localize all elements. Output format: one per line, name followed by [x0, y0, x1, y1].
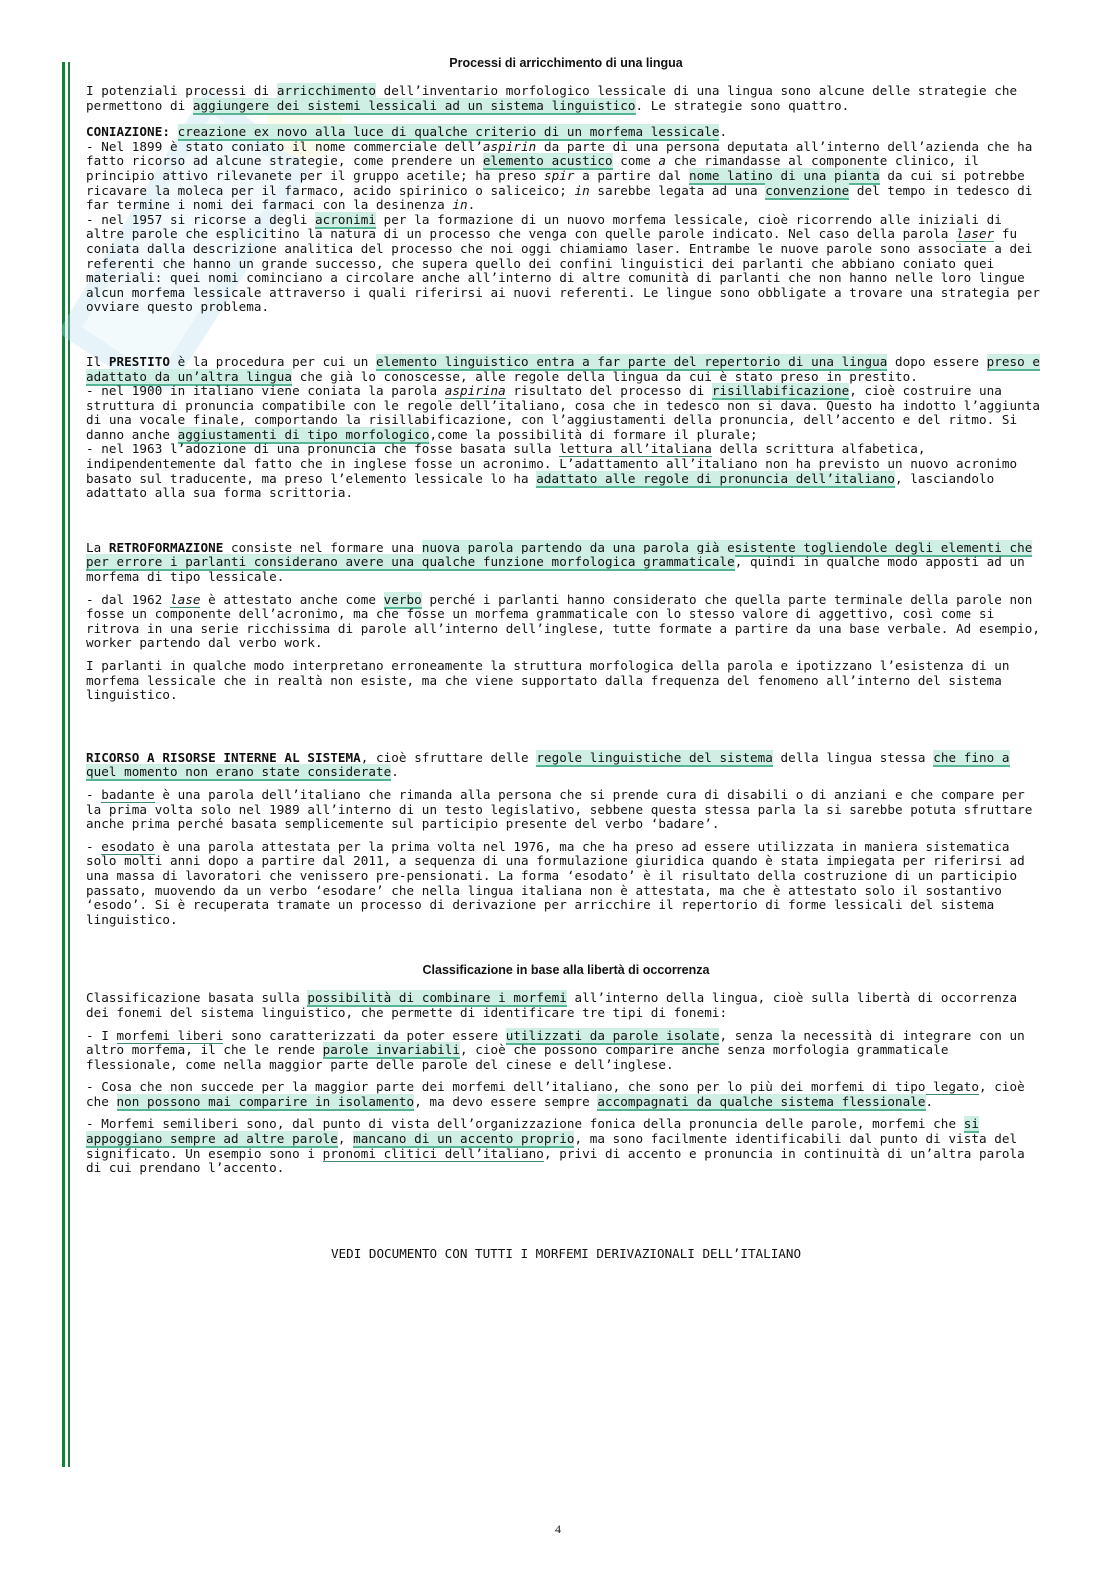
highlight: convenzione: [765, 182, 850, 198]
highlight: non possono mai comparire in isolamento: [116, 1093, 415, 1109]
paragraph-lase: - dal 1962 lase è attestato anche come verbo perché i parlanti hanno considerato che quella parte terminale della parole non fosse un componente dell’acronimo, ma che fosse un morfema grammaticale con lo stesso valore di aggettivo, così come si ritrova in una serie ricchissima di parole all’interno dell’inglese, tutte formate a partire da una base verbale. Ad esempio, worker partendo dal verbo work.: [86, 591, 1041, 651]
highlight: mancano di un accento proprio: [353, 1131, 575, 1147]
highlight: che fino a quel momento non erano state considerate: [86, 749, 1010, 780]
highlight: possibilità di combinare i morfemi: [307, 990, 567, 1006]
document-page: [86, 56, 1046, 1261]
highlight: creazione ex novo alla luce di qualche criterio di un morfema lessicale: [177, 124, 720, 140]
margin-line-left: [62, 62, 65, 1467]
highlight: adattato alle regole di pronuncia dell’italiano: [536, 470, 896, 486]
highlight: parole invariabili: [322, 1042, 460, 1058]
paragraph-badante: - badante è una parola dell’italiano che rimanda alla persona che si prende cura di disabili o di anziani e che compare per la prima volta solo nel 1989 all’interno di un testo legislativo, sebbene questa stessa parla la si sarebbe potuta sfruttare anche prima perché basata semplicemente sul participio presente del verbo ‘badare’.: [86, 786, 1033, 832]
footer-note: VEDI DOCUMENTO CON TUTTI I MORFEMI DERIVAZIONALI DELL’ITALIANO: [330, 1245, 802, 1261]
section-title: Classificazione in base alla libertà di occorrenza: [422, 963, 710, 978]
paragraph-coniazione: CONIAZIONE: creazione ex novo alla luce di qualche criterio di un morfema lessicale. - Nel 1899 è stato coniato il nome commerciale dell’aspirin da parte di una persona deputata all’interno dell’azienda che ha fatto ricorso ad alcune strategie, come prendere un elemento acustico come a che rimandasse al componente clinico, il principio attivo rilevanete per il gruppo acetile; ha preso spir a partire dal nome latino di una pianta da cui si potrebbe ricavare la moleca per il farmaco, acido spirinico o saliceico; in sarebbe legata ad una convenzione del tempo in tedesco di far termine i nomi dei farmaci con la desinenza in. - nel 1957 si ricorse a degli acronimi per la formazione di un nuovo morfema lessicale, cioè ricorrendo alle iniziali di altre parole che esplicitino la natura di un processo che venga con quelle parole indicato. Nel caso della parola laser fu coniata dalla descrizione analitica del processo che noi oggi chiamiamo laser. Entrambe le nuove parole sono associate a dei referenti che hanno un grande successo, che supera quello dei confini linguistici dei parlanti che abbiano coniato quei materiali: quei nomi cominciano a circolare anche all’interno di altre comunità di parlanti che non hanno nelle loro lingue alcun morfema lessicale attraverso i quali riferirsi ai nuovi referenti. Le lingue sono obbligate a trovare una strategia per ovviare questo problema.: [86, 124, 1041, 315]
highlight: arricchimento: [276, 83, 377, 98]
highlight: utilizzati da parole isolate: [505, 1027, 720, 1043]
paragraph-morfemi-liberi: - I morfemi liberi sono caratterizzati da poter essere utilizzati da parole isolate, senza la necessità di integrare con un altro morfema, il che le rende parole invariabili, cioè che possono comparire anche senza morfologia grammaticale flessionale, come nella maggior parte delle parole del cinese e dell’inglese.: [86, 1027, 1025, 1072]
highlight: elemento linguistico entra a far parte del repertorio di una lingua: [376, 353, 888, 369]
paragraph-classificazione: Classificazione basata sulla possibilità di combinare i morfemi all’interno della lingua, cioè sulla libertà di occorrenza dei fonemi del sistema linguistico, che permette di identificare tre tipi di fonemi:: [86, 990, 1018, 1020]
highlight: elemento acustico: [482, 153, 613, 169]
highlight: aggiungere dei sistemi lessicali ad un sistema linguistico: [192, 97, 636, 113]
page-number: 4: [555, 1522, 561, 1536]
paragraph-intro: I potenziali processi di arricchimento dell’inventario morfologico lessicale di una lingua sono alcune delle strategie che permettono di aggiungere dei sistemi lessicali ad un sistema linguistico. Le strategie sono quattro.: [86, 83, 1018, 113]
paragraph-morfemi-legati: - Cosa che non succede per la maggior parte dei morfemi dell’italiano, che sono per lo più dei morfemi di tipo legato, cioè che non possono mai comparire in isolamento, ma devo essere sempre accompagnati da qualche sistema flessionale.: [86, 1079, 1025, 1109]
paragraph-prestito: Il PRESTITO è la procedura per cui un elemento linguistico entra a far parte del repertorio di una lingua dopo essere preso e adattato da un’altra lingua che già lo conoscesse, alle regole della lingua da cui è stato preso in prestito. - nel 1900 in italiano viene coniata la parola aspirina risultato del processo di risillabificazione, cioè costruire una struttura di pronuncia compatibile con le regole dell’italiano, cosa che in tedesco non si dava. Questo ha indotto l’aggiunta di una vocale finale, comportando la risillabificazione, con l’aggiustamenti della pronuncia, dell’accento e del ritmo. Si danno anche aggiustamenti di tipo morfologico,come la possibilità di formare il plurale; - nel 1963 l’adozione di una pronuncia che fosse basata sulla lettura all’italiana della scrittura alfabetica, indipendentemente dal fatto che in inglese fosse un acronimo. L’adattamento all’italiano non ha previsto un nuovo acronimo basato sul traducente, ma preso l’elemento lessicale lo ha adattato alle regole di pronuncia dell’italiano, lasciandolo adattato alla sua forma scrittoria.: [86, 353, 1041, 501]
highlight: acronimi: [314, 211, 377, 227]
paragraph-esodato: - esodato è una parola attestata per la prima volta nel 1976, ma che ha preso ad essere utilizzata in maniera sistematica solo molti anni dopo a partire dal 2011, a sequenza di una formulazione giuridica quando è stata impiegata per riferirsi ad una massa di lavoratori che venissero pre-pensionati. La forma ‘esodato’ è il risultato della costruzione di un participio passato, muovendo da un verbo ‘esodare’ che nella lingua italiana non è attestata, ma che è attestato solo il sostantivo ‘esodo’. Si è recuperata tramate un processo di derivazione per arricchire il repertorio di forme lessicali del sistema linguistico.: [86, 838, 1025, 927]
highlight: nuova parola partendo da una parola già esistente togliendole degli elementi che per errore i parlanti considerano avere una qualche funzione morfologica grammaticale: [86, 539, 1033, 570]
paragraph-morfemi-semiliberi: - Morfemi semiliberi sono, dal punto di vista dell’organizzazione fonica della pronuncia delle parole, morfemi che si appoggiano sempre ad altre parole, mancano di un accento proprio, ma sono facilmente identificabili dal punto di vista del significato. Un esempio sono i pronomi clitici dell’italiano, privi di accento e pronuncia in continuità di un’altra parola di cui prendano l’accento.: [86, 1116, 1025, 1176]
paragraph-retroformazione: La RETROFORMAZIONE consiste nel formare una nuova parola partendo da una parola già esistente togliendole degli elementi che per errore i parlanti considerano avere una qualche funzione morfologica grammaticale, quindi in qualche modo apposti ad un morfema di tipo lessicale.: [86, 539, 1033, 585]
highlight: accompagnati da qualche sistema flessionale: [597, 1093, 926, 1109]
highlight: aggiustamenti di tipo morfologico: [177, 426, 430, 442]
highlight: preso e adattato da un’altra lingua: [86, 353, 1041, 384]
highlight: verbo: [383, 591, 422, 607]
paragraph-interpretazione: I parlanti in qualche modo interpretano erroneamente la struttura morfologica della parola e ipotizzano l’esistenza di un morfema lessicale che in realtà non esiste, ma che viene supportato dalla frequenza del fenomeno all’interno del sistema linguistico.: [86, 658, 1010, 703]
highlight: regole linguistiche del sistema: [536, 749, 773, 765]
paragraph-risorse-interne: RICORSO A RISORSE INTERNE AL SISTEMA, cioè sfruttare delle regole linguistiche del sistema della lingua stessa che fino a quel momento non erano state considerate.: [86, 749, 1010, 780]
highlight: nome latino di una pianta: [688, 167, 880, 183]
highlight: risillabificazione: [711, 383, 850, 399]
highlight: si appoggiano sempre ad altre parole: [86, 1116, 979, 1147]
section-title: Processi di arricchimento di una lingua: [449, 56, 683, 70]
margin-line-right: [68, 62, 70, 1467]
